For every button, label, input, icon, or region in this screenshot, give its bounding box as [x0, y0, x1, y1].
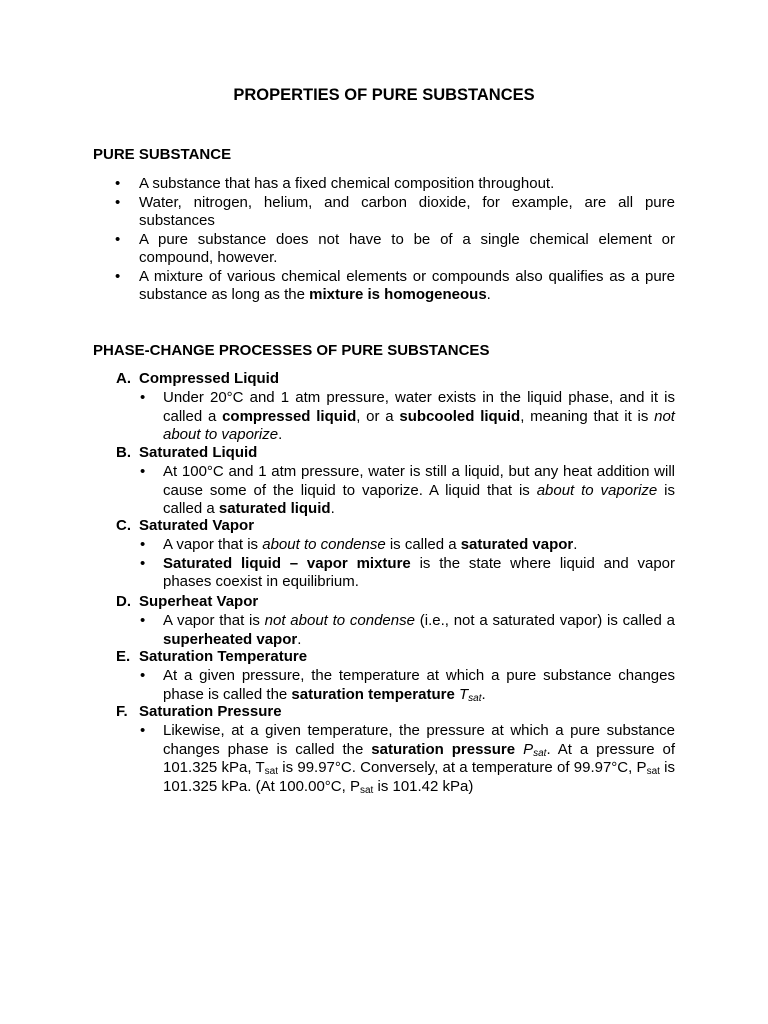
- pure-substance-list: [93, 175, 675, 305]
- item-saturated-vapor: C. Saturated Vapor: [116, 517, 255, 534]
- page-title: PROPERTIES OF PURE SUBSTANCES: [233, 86, 535, 104]
- item-compressed-liquid: A. Compressed Liquid: [116, 370, 280, 387]
- saturation-temperature-list: [139, 667, 675, 704]
- list-item: • A pure substance does not have to be of a single chemical element or compound, however.: [93, 231, 675, 268]
- list-item: • A mixture of various chemical elements or compounds also qualifies as a pure substance as long as the mixture is homogeneous.: [93, 268, 675, 305]
- superheat-vapor-list: [139, 612, 675, 649]
- saturated-liquid-list: [139, 463, 675, 519]
- section-heading-pure-substance: PURE SUBSTANCE: [93, 146, 232, 163]
- item-saturated-liquid: B. Saturated Liquid: [116, 444, 258, 461]
- saturated-vapor-list: [139, 536, 675, 592]
- list-item: • A substance that has a fixed chemical composition throughout.: [93, 175, 675, 194]
- list-item: • A vapor that is about to condense is called a saturated vapor.: [139, 536, 675, 555]
- section-heading-phase-change: PHASE-CHANGE PROCESSES OF PURE SUBSTANCES: [93, 342, 490, 359]
- list-item: • Saturated liquid – vapor mixture is the state where liquid and vapor phases coexist in equilibrium.: [139, 555, 675, 592]
- list-item: • Under 20°C and 1 atm pressure, water exists in the liquid phase, and it is called a compressed liquid, or a subcooled liquid, meaning that it is not about to vaporize.: [139, 389, 675, 445]
- list-item: • At 100°C and 1 atm pressure, water is still a liquid, but any heat addition will cause some of the liquid to vaporize. A liquid that is about to vaporize is called a saturated liquid.: [139, 463, 675, 519]
- item-saturation-pressure: F. Saturation Pressure: [116, 703, 282, 720]
- list-item: • At a given pressure, the temperature at which a pure substance changes phase is called the saturation temperature $T_{sat}$.: [139, 667, 675, 704]
- list-item: • A vapor that is not about to condense (i.e., not a saturated vapor) is called a superheated vapor.: [139, 612, 675, 649]
- item-superheat-vapor: D. Superheat Vapor: [116, 593, 259, 610]
- item-saturation-temperature: E. Saturation Temperature: [116, 648, 308, 665]
- list-item: • Likewise, at a given temperature, the pressure at which a pure substance changes phase is called the saturation pressure $P_{sat}$. At a pressure of 101.325 kPa, $T_{sat}$ is 99.97°C. Conversely, at a temperature of 99.97°C, $P_{sat}$ is 101.325 kPa. (At 100.00°C, $P_{sat}$ is 101.42 kPa): [139, 722, 675, 796]
- list-item: • Water, nitrogen, helium, and carbon dioxide, for example, are all pure substances: [93, 194, 675, 231]
- saturation-pressure-list: [139, 722, 675, 796]
- compressed-liquid-list: [139, 389, 675, 445]
